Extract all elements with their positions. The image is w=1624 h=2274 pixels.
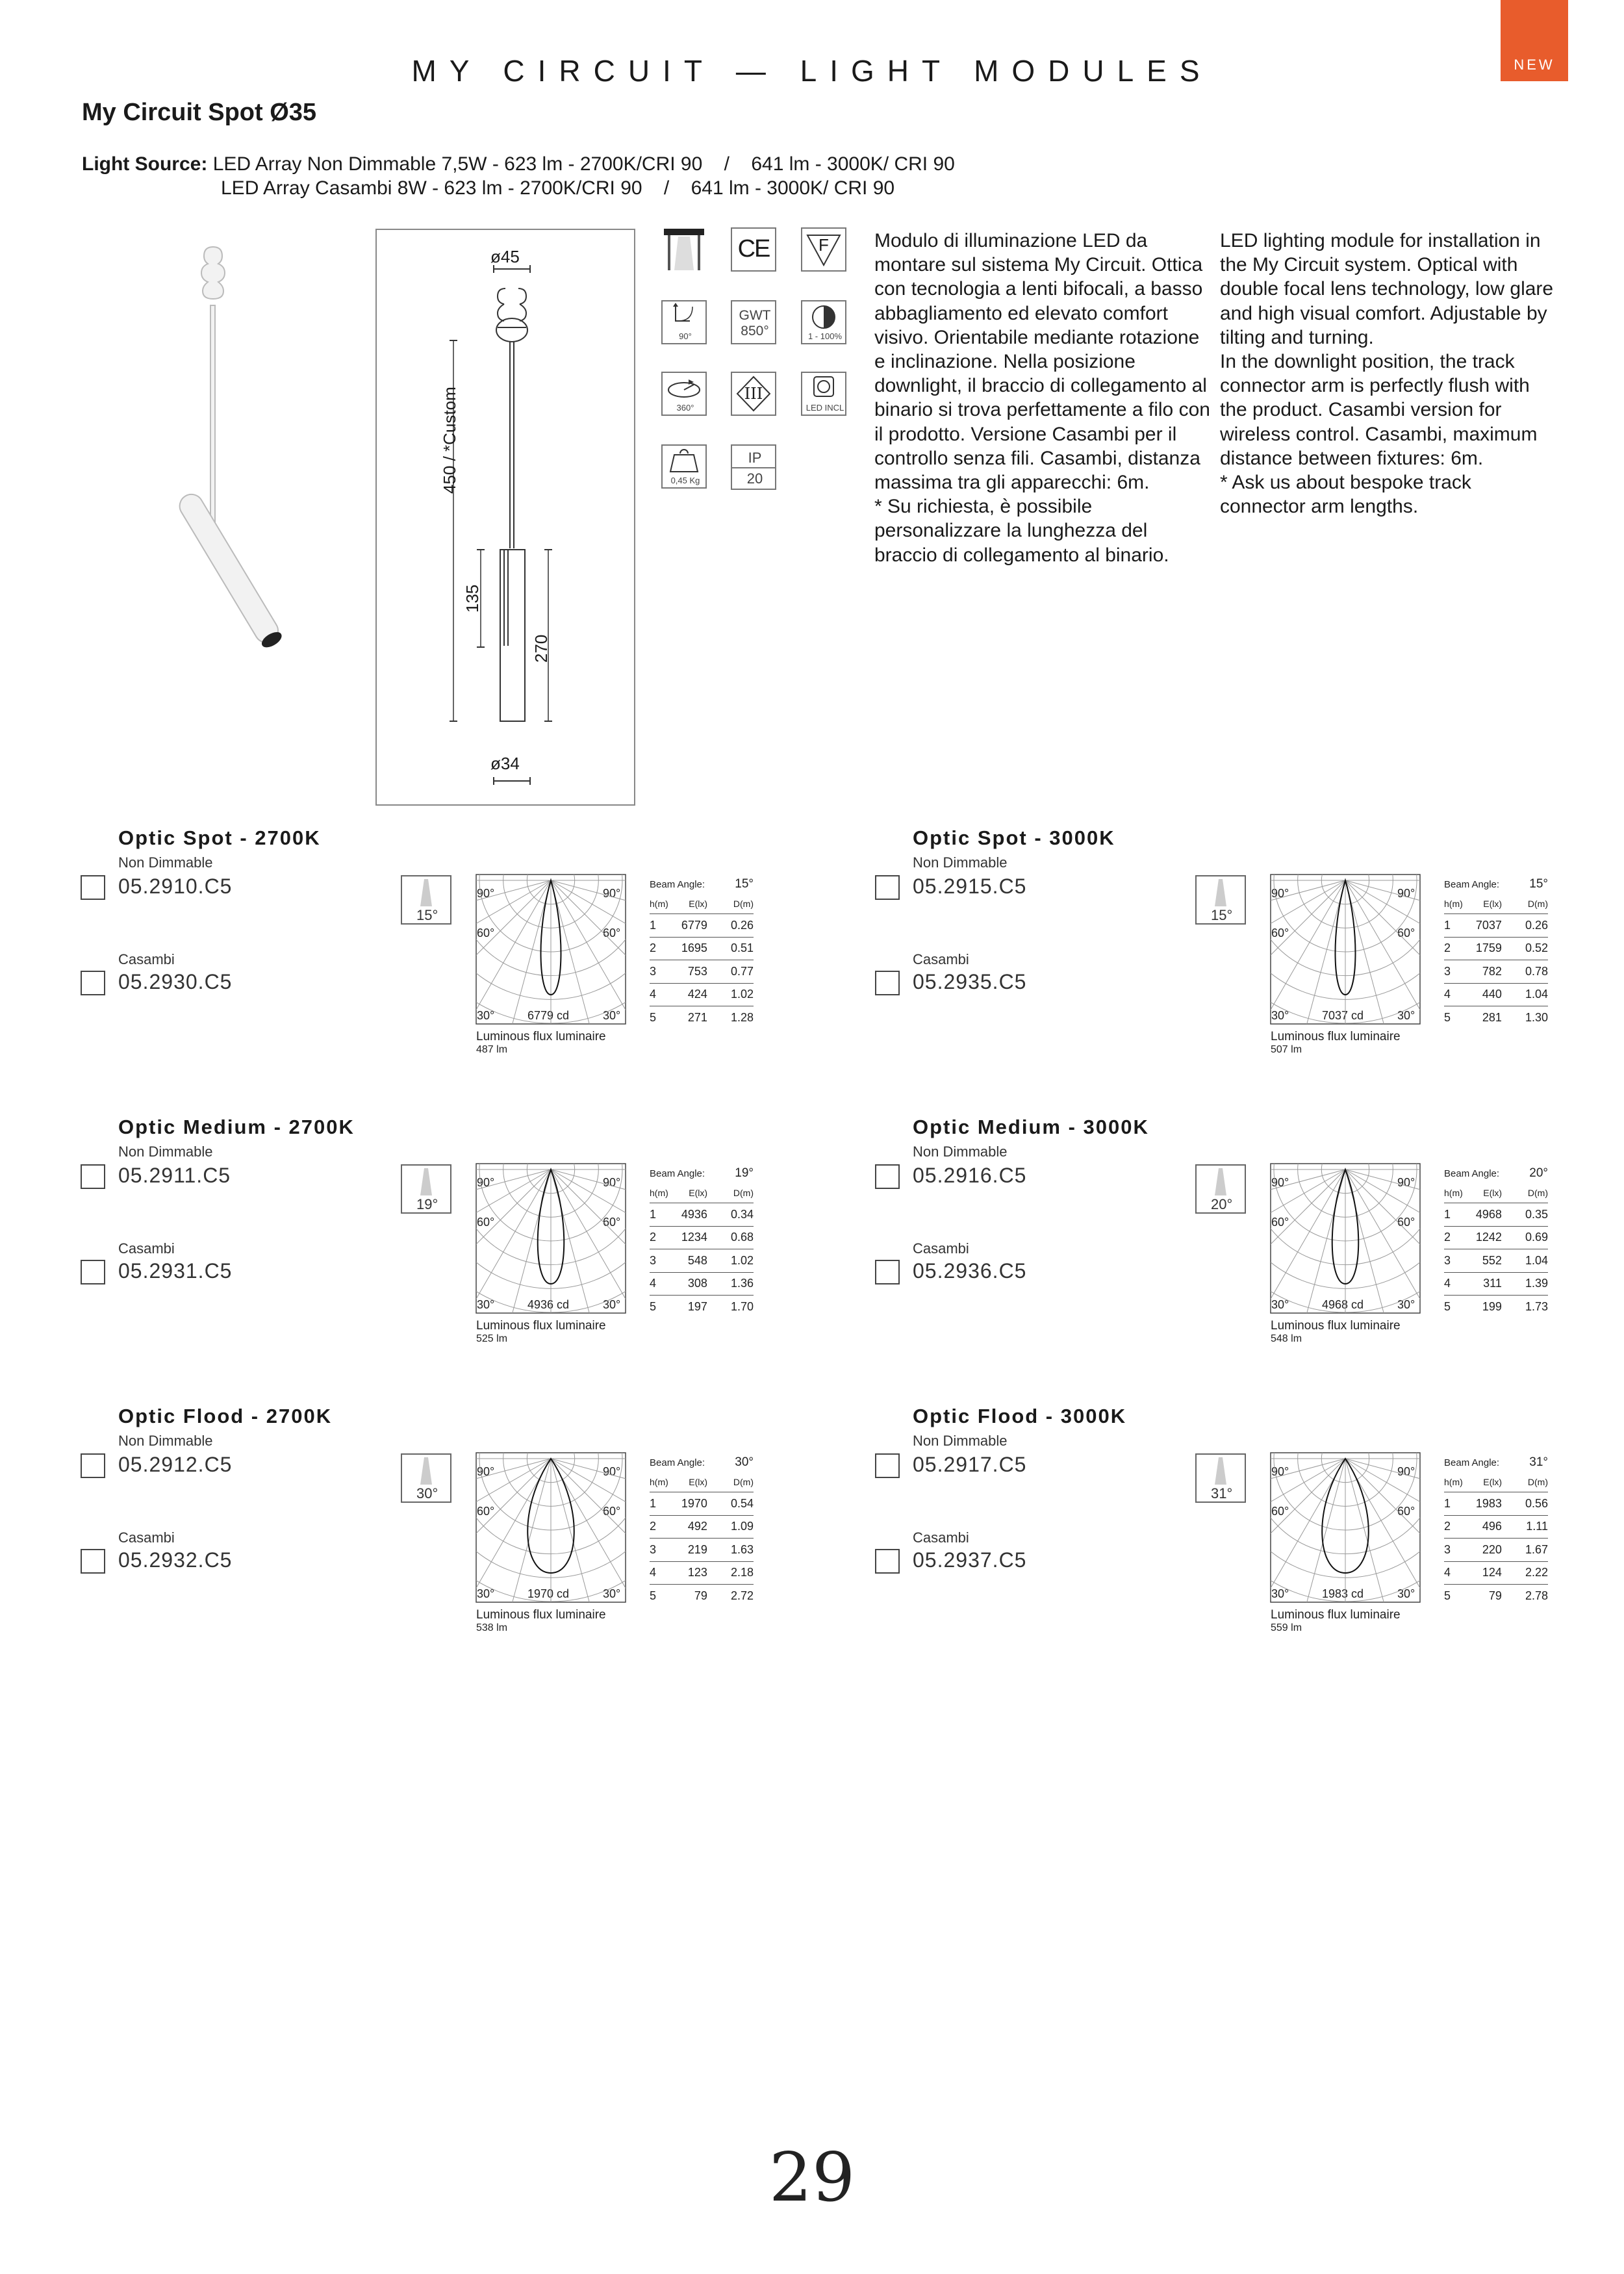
table-row <box>650 1585 754 1607</box>
flux-label: Luminous flux luminaire <box>476 1319 606 1333</box>
cell-illuminance: 124 <box>1482 1566 1502 1579</box>
beam-angle-label: Beam Angle: <box>1444 1168 1500 1179</box>
cell-illuminance: 753 <box>687 964 707 978</box>
beam-angle-value: 19° <box>735 1166 754 1180</box>
table-row <box>650 1006 754 1029</box>
light-source-label: Light Source: <box>82 153 208 175</box>
cell-illuminance: 197 <box>687 1299 707 1313</box>
casambi-checkbox[interactable] <box>81 1549 105 1574</box>
optic-title: Optic Medium - 3000K <box>913 1116 1149 1138</box>
flux-label: Luminous flux luminaire <box>476 1608 606 1622</box>
polar-label-90-left: 90° <box>1271 1176 1289 1189</box>
cell-illuminance: 199 <box>1482 1299 1502 1313</box>
illuminance-table <box>650 875 754 1029</box>
flux-value: 548 lm <box>1271 1333 1302 1344</box>
cell-illuminance: 79 <box>694 1589 707 1602</box>
product-code-casambi: 05.2937.C5 <box>913 1548 1027 1572</box>
cell-illuminance: 424 <box>687 988 707 1001</box>
polar-label-30-right: 30° <box>1397 1298 1415 1311</box>
optic-title: Optic Medium - 2700K <box>118 1116 355 1138</box>
non-dimmable-checkbox[interactable] <box>875 1453 900 1478</box>
non-dimmable-label: Non Dimmable <box>913 854 1008 871</box>
table-row <box>1444 1203 1548 1227</box>
cell-diameter: 1.30 <box>1525 1010 1548 1024</box>
cell-diameter: 1.36 <box>730 1277 754 1290</box>
cell-height: 5 <box>1444 1589 1451 1602</box>
table-row <box>1444 938 1548 961</box>
peak-intensity-label: 1970 cd <box>527 1587 570 1600</box>
cell-height: 5 <box>650 1299 657 1313</box>
table-row <box>1444 1249 1548 1273</box>
col-header-d: D(m) <box>1527 1477 1548 1487</box>
casambi-checkbox[interactable] <box>81 1260 105 1284</box>
cell-illuminance: 1695 <box>681 941 707 955</box>
col-header-e: E(lx) <box>1483 1477 1503 1487</box>
illuminance-table <box>1444 875 1548 1029</box>
polar-grid <box>476 874 626 1025</box>
cell-height: 3 <box>1444 1542 1451 1556</box>
polar-label-90-right: 90° <box>603 1176 621 1189</box>
cell-height: 4 <box>1444 988 1451 1001</box>
cell-diameter: 1.67 <box>1525 1542 1548 1556</box>
table-row <box>650 1562 754 1585</box>
table-row <box>1444 1227 1548 1250</box>
illuminance-table <box>1444 1164 1548 1318</box>
cell-diameter: 1.28 <box>730 1010 754 1024</box>
gwt-label: GWT <box>739 308 771 323</box>
table-row <box>650 1539 754 1562</box>
cell-illuminance: 6779 <box>681 918 707 932</box>
cell-illuminance: 123 <box>687 1566 707 1579</box>
weight-label: 0,45 Kg <box>670 476 700 485</box>
beam-angle-label: Beam Angle: <box>650 878 705 890</box>
product-code-non-dimmable: 05.2916.C5 <box>913 1164 1027 1187</box>
cell-height: 4 <box>650 988 657 1001</box>
beam-angle-value: 15° <box>1529 877 1548 891</box>
cell-diameter: 2.18 <box>730 1566 754 1579</box>
polar-label-30-right: 30° <box>603 1009 621 1022</box>
polar-label-90-right: 90° <box>1397 887 1415 900</box>
table-row <box>1444 984 1548 1007</box>
flux-value: 507 lm <box>1271 1044 1302 1055</box>
col-header-e: E(lx) <box>1483 1188 1503 1198</box>
description-english: LED lighting module for installation in the My Circuit system. Optical with double focal lens technology, low glare and high visual comfort. Adjustable by tilting and turning. In the downlight position, the track connector arm is perfectly flush with the product. Casambi version for wireless control. Casambi, maximum distance between fixtures: 6m. * Ask us about bespoke track connector arm lengths. <box>1220 230 1554 518</box>
non-dimmable-checkbox[interactable] <box>81 1164 105 1189</box>
polar-label-30-left: 30° <box>477 1298 495 1311</box>
polar-label-60-left: 60° <box>477 1505 495 1518</box>
dimming-range: 1 - 100% <box>807 331 843 341</box>
cell-height: 1 <box>650 1207 657 1221</box>
col-header-e: E(lx) <box>689 1188 708 1198</box>
cell-height: 1 <box>1444 1207 1451 1221</box>
ip-value: 20 <box>746 470 763 487</box>
polar-label-30-left: 30° <box>477 1009 495 1022</box>
cell-height: 3 <box>1444 964 1451 978</box>
product-code-non-dimmable: 05.2917.C5 <box>913 1453 1027 1476</box>
cell-diameter: 0.26 <box>730 918 754 932</box>
cell-height: 1 <box>650 918 657 932</box>
col-header-d: D(m) <box>733 899 754 909</box>
cell-height: 3 <box>650 1542 657 1556</box>
cell-illuminance: 1234 <box>681 1231 707 1244</box>
polar-label-30-left: 30° <box>1271 1298 1289 1311</box>
product-code-casambi: 05.2932.C5 <box>118 1548 233 1572</box>
cell-height: 2 <box>650 941 657 955</box>
dim-bottom-label: ø34 <box>490 754 520 773</box>
beam-angle-value: 20° <box>1529 1166 1548 1180</box>
cell-height: 4 <box>650 1277 657 1290</box>
table-row <box>650 960 754 984</box>
polar-grid <box>1270 1163 1421 1314</box>
table-row <box>650 984 754 1007</box>
description-italian: Modulo di illuminazione LED da montare sul sistema My Circuit. Ottica con tecnologia a lenti bifocali, a basso abbagliamento ed elevato comfort visivo. Orientabile mediante rotazione e inclinazione. Nella posizione downlight, il braccio di collegamento al binario si trova perfettamente a filo con il prodotto. Versione Casambi per il controllo senza fili. Casambi, distanza massima tra gli apparecchi: 6m. * Su richiesta, è possibile personalizzare la lunghezza del braccio di collegamento al binario. <box>874 230 1210 566</box>
cell-diameter: 1.02 <box>730 1253 754 1267</box>
polar-label-60-right: 60° <box>1397 926 1415 939</box>
casambi-checkbox[interactable] <box>875 971 900 995</box>
cell-diameter: 0.34 <box>730 1207 754 1221</box>
cell-diameter: 0.69 <box>1525 1231 1548 1244</box>
cell-diameter: 1.02 <box>730 988 754 1001</box>
beam-angle-icon-label: 30° <box>416 1485 438 1501</box>
cell-diameter: 2.78 <box>1525 1589 1548 1602</box>
product-title: My Circuit Spot Ø35 <box>82 99 317 126</box>
light-source-line-2: LED Array Casambi 8W - 623 lm - 2700K/CRI 90 / 641 lm - 3000K/ CRI 90 <box>221 177 895 199</box>
col-header-e: E(lx) <box>689 1477 708 1487</box>
beam-angle-label: Beam Angle: <box>1444 1457 1500 1468</box>
page-header-title: MY CIRCUIT — LIGHT MODULES <box>411 54 1213 88</box>
polar-label-60-left: 60° <box>477 926 495 939</box>
product-code-non-dimmable: 05.2915.C5 <box>913 875 1027 898</box>
cell-illuminance: 308 <box>687 1277 707 1290</box>
cell-height: 3 <box>1444 1253 1451 1267</box>
flux-label: Luminous flux luminaire <box>1271 1030 1401 1043</box>
non-dimmable-checkbox[interactable] <box>81 875 105 900</box>
optic-title: Optic Flood - 2700K <box>118 1405 333 1427</box>
table-row <box>650 1492 754 1516</box>
beam-angle-icon-label: 15° <box>1211 907 1233 923</box>
cell-diameter: 2.22 <box>1525 1566 1548 1579</box>
table-row <box>1444 914 1548 938</box>
casambi-label: Casambi <box>913 1240 969 1257</box>
cell-illuminance: 7037 <box>1475 918 1502 932</box>
table-row <box>1444 1296 1548 1318</box>
polar-label-60-left: 60° <box>1271 1216 1289 1229</box>
illuminance-table <box>650 1164 754 1318</box>
polar-label-60-right: 60° <box>603 1505 621 1518</box>
col-header-h: h(m) <box>650 899 668 909</box>
illuminance-table <box>1444 1453 1548 1607</box>
product-code-non-dimmable: 05.2911.C5 <box>118 1164 231 1187</box>
cell-illuminance: 1970 <box>681 1496 707 1510</box>
cell-diameter: 0.51 <box>730 941 754 955</box>
polar-grid <box>476 1163 626 1314</box>
casambi-label: Casambi <box>913 1529 969 1546</box>
beam-angle-icon-label: 19° <box>416 1196 438 1212</box>
cell-illuminance: 782 <box>1482 964 1502 978</box>
table-row <box>650 1296 754 1318</box>
table-row <box>1444 1562 1548 1585</box>
cell-illuminance: 281 <box>1482 1010 1502 1024</box>
cell-diameter: 0.54 <box>730 1496 754 1510</box>
cell-diameter: 1.04 <box>1525 1253 1548 1267</box>
dim-270-label: 270 <box>531 634 551 663</box>
optic-title: Optic Spot - 3000K <box>913 826 1115 849</box>
casambi-checkbox[interactable] <box>81 971 105 995</box>
cell-illuminance: 496 <box>1482 1520 1502 1533</box>
cell-diameter: 1.70 <box>730 1299 754 1313</box>
polar-label-90-right: 90° <box>1397 1176 1415 1189</box>
polar-grid <box>1270 874 1421 1025</box>
col-header-d: D(m) <box>1527 1188 1548 1198</box>
cell-diameter: 0.68 <box>730 1231 754 1244</box>
table-row <box>650 914 754 938</box>
non-dimmable-checkbox[interactable] <box>875 1164 900 1189</box>
cell-illuminance: 440 <box>1482 988 1502 1001</box>
cell-illuminance: 1983 <box>1475 1496 1502 1510</box>
optic-title: Optic Spot - 2700K <box>118 826 321 849</box>
beam-angle-label: Beam Angle: <box>1444 878 1500 890</box>
product-code-casambi: 05.2931.C5 <box>118 1259 233 1283</box>
cell-diameter: 0.52 <box>1525 941 1548 955</box>
product-code-non-dimmable: 05.2912.C5 <box>118 1453 233 1476</box>
polar-label-30-right: 30° <box>603 1298 621 1311</box>
non-dimmable-label: Non Dimmable <box>913 1143 1008 1160</box>
col-header-e: E(lx) <box>689 899 708 909</box>
cell-illuminance: 548 <box>687 1253 707 1267</box>
table-row <box>1444 1539 1548 1562</box>
cell-illuminance: 1242 <box>1475 1231 1502 1244</box>
cell-illuminance: 219 <box>687 1542 707 1556</box>
polar-label-90-right: 90° <box>603 1465 621 1478</box>
flux-label: Luminous flux luminaire <box>1271 1319 1401 1333</box>
flux-value: 487 lm <box>476 1044 508 1055</box>
col-header-e: E(lx) <box>1483 899 1503 909</box>
table-row <box>1444 1516 1548 1539</box>
cell-illuminance: 4968 <box>1475 1207 1502 1221</box>
ip-label: IP <box>748 450 762 466</box>
casambi-checkbox[interactable] <box>875 1260 900 1284</box>
casambi-label: Casambi <box>118 1240 175 1257</box>
beam-angle-icon-label: 20° <box>1211 1196 1233 1212</box>
peak-intensity-label: 1983 cd <box>1322 1587 1364 1600</box>
cell-illuminance: 492 <box>687 1520 707 1533</box>
polar-label-60-left: 60° <box>477 1216 495 1229</box>
table-row <box>1444 1585 1548 1607</box>
polar-label-60-left: 60° <box>1271 1505 1289 1518</box>
table-row <box>1444 960 1548 984</box>
col-header-d: D(m) <box>733 1477 754 1487</box>
light-source-line-1: LED Array Non Dimmable 7,5W - 623 lm - 2700K/CRI 90 / 641 lm - 3000K/ CRI 90 <box>212 153 955 175</box>
col-header-h: h(m) <box>1444 1477 1463 1487</box>
product-code-casambi: 05.2930.C5 <box>118 970 233 993</box>
polar-grid <box>476 1452 626 1603</box>
cell-diameter: 0.77 <box>730 964 754 978</box>
cell-illuminance: 552 <box>1482 1253 1502 1267</box>
beam-angle-icon-label: 31° <box>1211 1485 1233 1501</box>
flux-label: Luminous flux luminaire <box>1271 1608 1401 1622</box>
dim-top-label: ø45 <box>490 247 520 266</box>
cell-diameter: 0.56 <box>1525 1496 1548 1510</box>
peak-intensity-label: 4968 cd <box>1322 1298 1364 1311</box>
polar-label-90-left: 90° <box>477 887 495 900</box>
cell-height: 2 <box>1444 1231 1451 1244</box>
table-row <box>650 938 754 961</box>
polar-label-30-left: 30° <box>477 1587 495 1600</box>
cell-height: 2 <box>650 1520 657 1533</box>
cell-illuminance: 311 <box>1483 1277 1502 1290</box>
polar-label-30-right: 30° <box>1397 1009 1415 1022</box>
polar-label-90-left: 90° <box>1271 1465 1289 1478</box>
cell-height: 5 <box>1444 1299 1451 1313</box>
cell-illuminance: 271 <box>687 1010 707 1024</box>
peak-intensity-label: 4936 cd <box>527 1298 570 1311</box>
cell-height: 4 <box>1444 1277 1451 1290</box>
class-iii-text: III <box>744 385 763 403</box>
beam-angle-value: 15° <box>735 877 754 891</box>
cell-height: 1 <box>1444 918 1451 932</box>
cell-diameter: 1.11 <box>1526 1520 1548 1533</box>
col-header-h: h(m) <box>1444 1188 1463 1198</box>
col-header-h: h(m) <box>1444 899 1463 909</box>
cell-height: 1 <box>650 1496 657 1510</box>
gwt-value: 850° <box>741 324 769 339</box>
col-header-d: D(m) <box>1527 899 1548 909</box>
dim-135-label: 135 <box>463 584 482 613</box>
table-row <box>1444 1273 1548 1296</box>
table-row <box>650 1516 754 1539</box>
polar-label-90-left: 90° <box>477 1176 495 1189</box>
cell-height: 2 <box>650 1231 657 1244</box>
col-header-d: D(m) <box>733 1188 754 1198</box>
beam-angle-label: Beam Angle: <box>650 1168 705 1179</box>
flux-label: Luminous flux luminaire <box>476 1030 606 1043</box>
polar-label-60-left: 60° <box>1271 926 1289 939</box>
rotation-label: 360° <box>676 403 694 413</box>
cell-height: 5 <box>650 1589 657 1602</box>
beam-angle-label: Beam Angle: <box>650 1457 705 1468</box>
cell-height: 4 <box>650 1566 657 1579</box>
polar-label-30-right: 30° <box>603 1587 621 1600</box>
led-included-label: LED INCL <box>806 403 844 413</box>
table-row <box>650 1227 754 1250</box>
cell-diameter: 1.39 <box>1525 1277 1548 1290</box>
non-dimmable-label: Non Dimmable <box>118 1143 213 1160</box>
flux-value: 525 lm <box>476 1333 508 1344</box>
cell-diameter: 1.73 <box>1525 1299 1548 1313</box>
cell-height: 2 <box>1444 1520 1451 1533</box>
cell-diameter: 1.63 <box>730 1542 754 1556</box>
cell-illuminance: 1759 <box>1475 941 1502 955</box>
peak-intensity-label: 7037 cd <box>1322 1009 1364 1022</box>
polar-label-60-right: 60° <box>1397 1505 1415 1518</box>
table-row <box>650 1249 754 1273</box>
page-number: 29 <box>768 2138 856 2217</box>
cell-height: 5 <box>650 1010 657 1024</box>
polar-label-30-right: 30° <box>1397 1587 1415 1600</box>
cell-height: 4 <box>1444 1566 1451 1579</box>
product-code-casambi: 05.2935.C5 <box>913 970 1027 993</box>
f-mark-text: F <box>818 235 829 255</box>
polar-label-90-left: 90° <box>477 1465 495 1478</box>
table-row <box>650 1273 754 1296</box>
cell-diameter: 0.26 <box>1525 918 1548 932</box>
casambi-label: Casambi <box>913 951 969 967</box>
cell-height: 3 <box>650 1253 657 1267</box>
cell-height: 1 <box>1444 1496 1451 1510</box>
product-code-casambi: 05.2936.C5 <box>913 1259 1027 1283</box>
non-dimmable-checkbox[interactable] <box>81 1453 105 1478</box>
product-code-non-dimmable: 05.2910.C5 <box>118 875 233 898</box>
beam-angle-value: 30° <box>735 1455 754 1469</box>
casambi-checkbox[interactable] <box>875 1549 900 1574</box>
cell-diameter: 2.72 <box>730 1589 754 1602</box>
polar-label-30-left: 30° <box>1271 1009 1289 1022</box>
flux-value: 538 lm <box>476 1622 508 1633</box>
casambi-label: Casambi <box>118 1529 175 1546</box>
dim-length-label: 450 / *Custom <box>440 387 459 494</box>
cell-illuminance: 4936 <box>681 1207 707 1221</box>
col-header-h: h(m) <box>650 1188 668 1198</box>
tilt-label: 90° <box>679 331 692 341</box>
non-dimmable-label: Non Dimmable <box>118 854 213 871</box>
polar-label-60-right: 60° <box>603 926 621 939</box>
peak-intensity-label: 6779 cd <box>527 1009 570 1022</box>
polar-label-30-left: 30° <box>1271 1587 1289 1600</box>
col-header-h: h(m) <box>650 1477 668 1487</box>
cell-height: 3 <box>650 964 657 978</box>
cell-diameter: 0.78 <box>1525 964 1548 978</box>
cell-height: 5 <box>1444 1010 1451 1024</box>
cell-illuminance: 79 <box>1488 1589 1502 1602</box>
illuminance-table <box>650 1453 754 1607</box>
table-row <box>650 1203 754 1227</box>
polar-label-60-right: 60° <box>1397 1216 1415 1229</box>
table-row <box>1444 1492 1548 1516</box>
new-badge: NEW <box>1501 0 1568 81</box>
optic-title: Optic Flood - 3000K <box>913 1405 1127 1427</box>
polar-label-90-right: 90° <box>1397 1465 1415 1478</box>
non-dimmable-checkbox[interactable] <box>875 875 900 900</box>
cell-diameter: 1.04 <box>1525 988 1548 1001</box>
polar-label-90-right: 90° <box>603 887 621 900</box>
non-dimmable-label: Non Dimmable <box>118 1433 213 1449</box>
polar-label-90-left: 90° <box>1271 887 1289 900</box>
cell-diameter: 0.35 <box>1525 1207 1548 1221</box>
polar-label-60-right: 60° <box>603 1216 621 1229</box>
polar-grid <box>1270 1452 1421 1603</box>
casambi-label: Casambi <box>118 951 175 967</box>
cell-diameter: 1.09 <box>730 1520 754 1533</box>
cell-illuminance: 220 <box>1482 1542 1502 1556</box>
non-dimmable-label: Non Dimmable <box>913 1433 1008 1449</box>
flux-value: 559 lm <box>1271 1622 1302 1633</box>
table-row <box>1444 1006 1548 1029</box>
cell-height: 2 <box>1444 941 1451 955</box>
beam-angle-icon-label: 15° <box>416 907 438 923</box>
ce-mark-text: CE <box>737 235 770 262</box>
beam-angle-value: 31° <box>1529 1455 1548 1469</box>
